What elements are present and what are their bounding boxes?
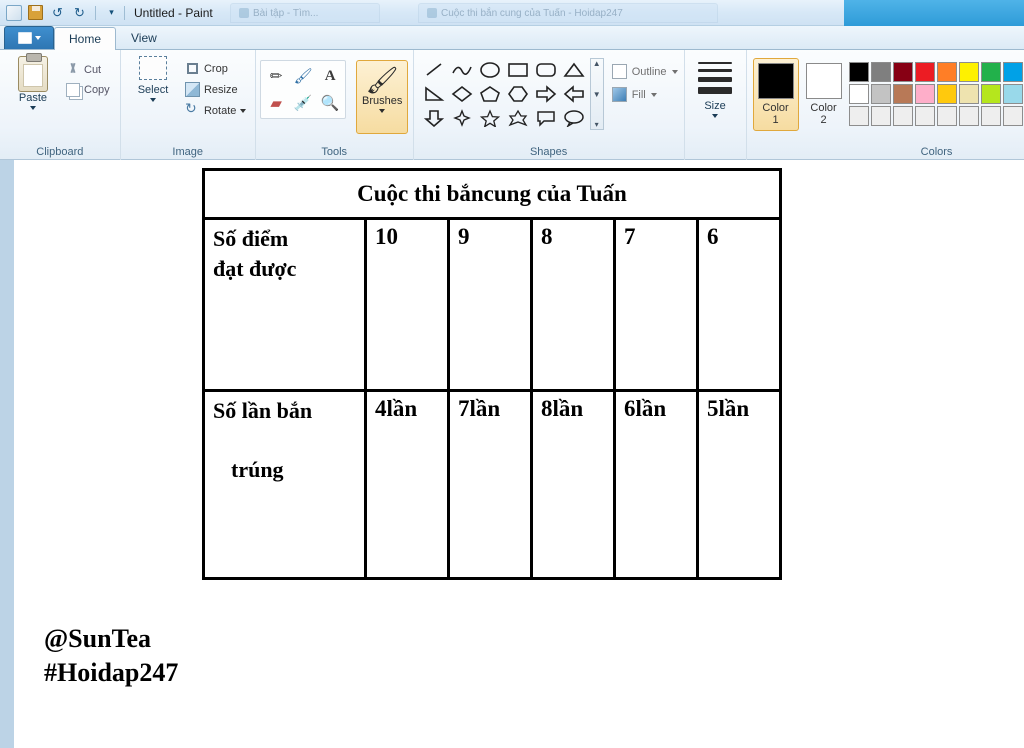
palette-swatch[interactable] [893, 106, 913, 126]
table-row [204, 170, 781, 219]
outline-icon [612, 64, 627, 79]
score-cell: 10 [366, 219, 449, 391]
shape-diamond-icon[interactable] [448, 82, 476, 106]
shape-triangle-icon[interactable] [560, 58, 588, 82]
undo-button[interactable]: ↺ [52, 4, 63, 20]
cut-button[interactable] [62, 60, 114, 80]
ribbon-group-clipboard [0, 50, 120, 160]
chevron-down-icon [379, 109, 385, 113]
toolbar-divider [95, 6, 96, 20]
chevron-down-icon [240, 109, 246, 113]
file-menu-tab[interactable] [4, 26, 54, 49]
fill-icon [612, 87, 627, 102]
outline-label: Outline [631, 65, 667, 78]
redo-button[interactable]: ↻ [74, 4, 85, 20]
select-button[interactable] [126, 54, 180, 102]
background-tab-label: Bài tập - Tìm... [253, 7, 319, 19]
favicon-icon [239, 8, 249, 18]
paint-menu-button[interactable] [4, 3, 23, 22]
copy-label: Copy [84, 84, 110, 96]
clipboard-icon [18, 56, 48, 92]
selection-icon [139, 56, 167, 80]
ribbon-group-colors [746, 50, 1024, 160]
chevron-down-icon [30, 106, 36, 110]
background-window-strip [844, 0, 1024, 26]
paste-label: Paste [18, 92, 48, 104]
group-label-colors: Colors [920, 146, 953, 158]
eraser-icon[interactable]: ▰ [270, 95, 282, 112]
palette-swatch[interactable] [937, 106, 957, 126]
cut-label: Cut [84, 64, 102, 76]
shape-rounded-rectangle-icon[interactable] [532, 58, 560, 82]
palette-swatch[interactable] [915, 84, 935, 104]
score-cell: 9 [449, 219, 532, 391]
window-title: Untitled - Paint [134, 5, 213, 20]
color-1-button[interactable] [753, 58, 799, 131]
palette-swatch[interactable] [871, 106, 891, 126]
ribbon-group-image [120, 50, 255, 160]
rotate-icon [185, 103, 200, 118]
scroll-down-icon[interactable]: ▼ [592, 89, 601, 99]
drawn-table [202, 168, 782, 580]
background-browser-tabs [230, 0, 718, 26]
tab-view[interactable]: View [131, 31, 157, 45]
customize-quick-access-button[interactable]: ▾ [109, 7, 114, 17]
palette-swatch[interactable] [959, 62, 979, 82]
background-tab-label: Cuộc thi bắn cung của Tuấn - Hoidap247 [441, 7, 623, 19]
crop-icon [185, 61, 200, 76]
palette-swatch[interactable] [893, 84, 913, 104]
brushes-label: Brushes [362, 95, 403, 107]
background-tab[interactable] [418, 3, 718, 23]
crop-button[interactable] [182, 58, 249, 79]
palette-swatch[interactable] [981, 62, 1001, 82]
color-2-label-line2: 2 [820, 114, 827, 126]
shape-rounded-callout-icon[interactable] [532, 106, 560, 130]
palette-swatch[interactable] [849, 84, 869, 104]
background-tab[interactable] [230, 3, 380, 23]
score-cell: 8 [532, 219, 615, 391]
shape-oval-icon[interactable] [476, 58, 504, 82]
chevron-down-icon [712, 114, 718, 118]
ribbon-group-size [684, 50, 746, 160]
hits-cell: 6lần [615, 391, 698, 579]
group-label-clipboard: Clipboard [36, 146, 84, 158]
palette-swatch[interactable] [915, 62, 935, 82]
color-2-button[interactable] [801, 58, 847, 131]
shapes-expand-icon[interactable]: ▾ [594, 120, 599, 129]
palette-swatch[interactable] [849, 62, 869, 82]
chevron-down-icon [651, 93, 657, 97]
watermark [44, 622, 178, 690]
shape-down-arrow-icon[interactable] [420, 106, 448, 130]
shape-left-arrow-icon[interactable] [560, 82, 588, 106]
palette-swatch[interactable] [893, 62, 913, 82]
palette-swatch[interactable] [1003, 84, 1023, 104]
paste-button[interactable] [6, 54, 60, 110]
shape-four-point-star-icon[interactable] [448, 106, 476, 130]
row-label-score [204, 219, 366, 391]
color-2-label-line1: Color [810, 102, 837, 114]
pencil-icon[interactable]: ✏ [269, 68, 283, 85]
palette-swatch[interactable] [1003, 106, 1023, 126]
color-palette[interactable] [849, 58, 1024, 126]
chevron-down-icon [150, 98, 156, 102]
resize-icon [185, 82, 200, 97]
score-cell: 6 [698, 219, 781, 391]
rotate-label: Rotate [203, 104, 237, 117]
palette-swatch[interactable] [915, 106, 935, 126]
color-1-label-line1: Color [762, 102, 789, 114]
shape-line-icon[interactable] [420, 58, 448, 82]
row-label-hits-line1: Số lần bắn [213, 398, 313, 423]
crop-label: Crop [203, 62, 228, 75]
canvas-sheet[interactable] [14, 160, 1024, 748]
palette-swatch[interactable] [871, 62, 891, 82]
hits-cell: 5lần [698, 391, 781, 579]
chevron-down-icon [35, 36, 41, 40]
color-1-swatch[interactable] [758, 63, 794, 99]
shapes-scrollbar[interactable] [590, 58, 604, 130]
shape-right-arrow-icon[interactable] [532, 82, 560, 106]
hits-cell: 7lần [449, 391, 532, 579]
size-label: Size [704, 100, 726, 112]
fill-label: Fill [631, 88, 646, 101]
row-label-hits-line2: trúng [231, 457, 284, 483]
hits-cell: 8lần [532, 391, 615, 579]
palette-swatch[interactable] [981, 106, 1001, 126]
ribbon-group-tools [255, 50, 413, 160]
document-icon [18, 32, 32, 44]
table-row [204, 219, 781, 391]
group-label-image: Image [172, 146, 203, 158]
row-label-hits [204, 391, 366, 579]
title-divider [124, 6, 125, 20]
palette-swatch[interactable] [1003, 62, 1023, 82]
resize-label: Resize [203, 83, 238, 96]
shapes-gallery[interactable] [420, 58, 588, 130]
hits-cell: 4lần [366, 391, 449, 579]
watermark-hashtag: #Hoidap247 [44, 657, 179, 687]
shape-five-point-star-icon[interactable] [476, 106, 504, 130]
ribbon-tabs [0, 26, 1024, 50]
palette-swatch[interactable] [871, 84, 891, 104]
group-label-tools: Tools [321, 146, 348, 158]
copy-button[interactable] [62, 80, 114, 100]
shape-hexagon-icon[interactable] [504, 82, 532, 106]
table-title: Cuộc thi bắncung của Tuấn [204, 170, 781, 219]
ribbon [0, 50, 1024, 160]
shape-curve-icon[interactable] [448, 58, 476, 82]
magnifier-icon[interactable]: 🔍 [320, 95, 340, 112]
outline-button[interactable] [612, 64, 678, 79]
quick-access-toolbar [4, 3, 121, 22]
text-icon[interactable]: A [324, 67, 336, 84]
group-label-shapes: Shapes [529, 146, 568, 158]
brush-icon: 🖌 [365, 65, 399, 95]
rotate-button[interactable] [182, 100, 249, 121]
row-label-score-line1: Số điểm [213, 226, 289, 251]
resize-button[interactable] [182, 79, 249, 100]
chevron-down-icon [672, 70, 678, 74]
canvas-area[interactable] [0, 160, 1024, 748]
shape-oval-callout-icon[interactable] [560, 106, 588, 130]
palette-swatch[interactable] [959, 106, 979, 126]
scissors-icon [66, 63, 80, 77]
save-icon [28, 5, 43, 20]
copy-icon [66, 83, 80, 97]
shape-six-point-star-icon[interactable] [504, 106, 532, 130]
size-icon [698, 56, 732, 94]
palette-swatch[interactable] [937, 62, 957, 82]
paint-logo-icon [6, 5, 22, 21]
table-row [204, 391, 781, 579]
select-label: Select [137, 84, 169, 96]
title-bar [0, 0, 1024, 26]
save-button[interactable] [26, 3, 45, 22]
palette-swatch[interactable] [937, 84, 957, 104]
color-2-swatch[interactable] [806, 63, 842, 99]
shape-rectangle-icon[interactable] [504, 58, 532, 82]
shape-right-triangle-icon[interactable] [420, 82, 448, 106]
color-picker-icon[interactable]: 💉 [293, 95, 313, 112]
shape-pentagon-icon[interactable] [476, 82, 504, 106]
size-button[interactable] [689, 54, 741, 118]
brushes-button[interactable] [356, 60, 408, 134]
palette-swatch[interactable] [849, 106, 869, 126]
fill-icon[interactable]: 🖌 [293, 68, 313, 85]
fill-button[interactable] [612, 87, 678, 102]
palette-swatch[interactable] [981, 84, 1001, 104]
watermark-handle: @SunTea [44, 624, 152, 653]
scroll-up-icon[interactable]: ▲ [592, 59, 601, 68]
favicon-icon [427, 8, 437, 18]
palette-swatch[interactable] [959, 84, 979, 104]
row-label-score-line2: đạt được [213, 255, 297, 281]
color-1-label-line2: 1 [772, 114, 779, 126]
ribbon-group-shapes [413, 50, 684, 160]
score-cell: 7 [615, 219, 698, 391]
tab-home[interactable]: Home [54, 27, 116, 50]
